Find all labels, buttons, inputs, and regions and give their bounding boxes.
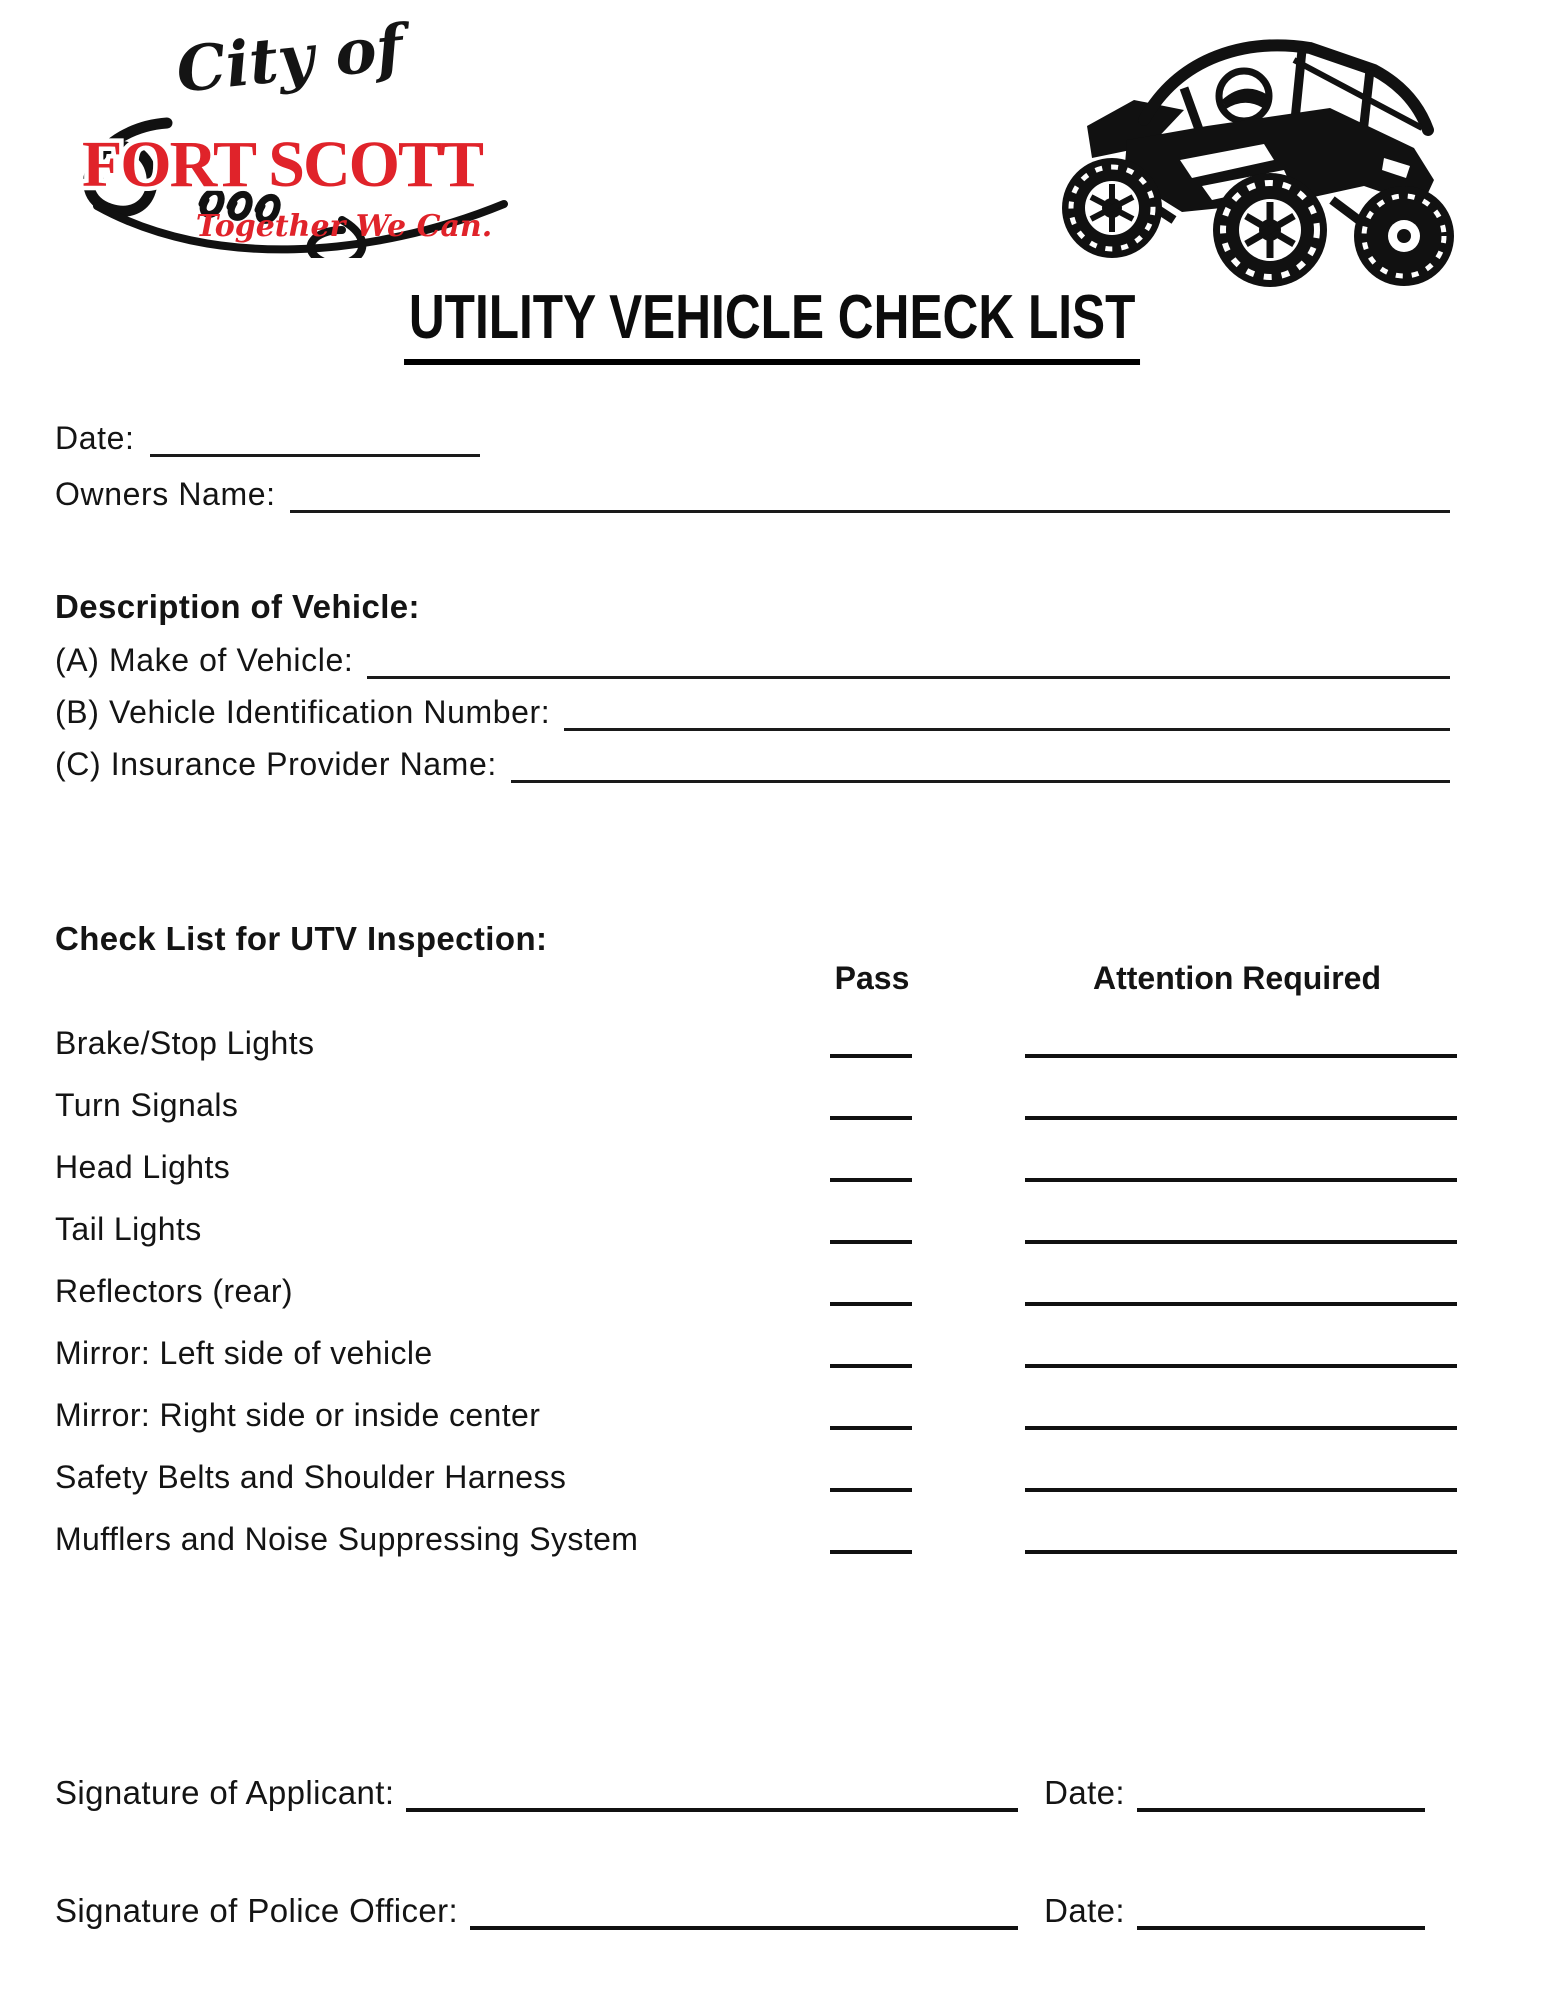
attention-required-column-header: Attention Required <box>1093 960 1381 996</box>
utv-front-wheel <box>1354 186 1454 286</box>
attention-blank-line <box>1025 1178 1457 1182</box>
checklist-row <box>55 1132 1450 1194</box>
make-of-vehicle-label: (A) Make of Vehicle: <box>55 642 354 679</box>
logo-script-text: City of <box>172 10 407 107</box>
checklist-item-label: Safety Belts and Shoulder Harness <box>55 1459 567 1495</box>
date-label: Date: <box>55 420 135 457</box>
fort-scott-logo <box>42 8 512 258</box>
checklist-item-label: Mirror: Left side of vehicle <box>55 1335 433 1371</box>
attention-blank-line <box>1025 1116 1457 1120</box>
attention-blank-line <box>1025 1302 1457 1306</box>
vin-row <box>55 688 1450 731</box>
pass-blank-line <box>830 1550 912 1554</box>
page-title: UTILITY VEHICLE CHECK LIST <box>404 282 1140 365</box>
pass-blank-line <box>830 1054 912 1058</box>
owners-name-blank-line <box>290 470 1450 513</box>
checklist-item-label: Tail Lights <box>55 1211 202 1247</box>
checklist-row <box>55 1380 1450 1442</box>
logo-name-text: FORT SCOTT <box>81 128 483 201</box>
checklist-row <box>55 1256 1450 1318</box>
applicant-date-blank-line <box>1137 1766 1425 1812</box>
officer-signature-label: Signature of Police Officer: <box>55 1892 459 1930</box>
title-wrap <box>0 282 1545 365</box>
checklist-item-label: Head Lights <box>55 1149 231 1185</box>
attention-blank-line <box>1025 1240 1457 1244</box>
utv-rear-wheel <box>1062 158 1162 258</box>
vin-label: (B) Vehicle Identification Number: <box>55 694 551 731</box>
attention-blank-line <box>1025 1054 1457 1058</box>
date-blank-line <box>150 414 480 457</box>
make-of-vehicle-row <box>55 636 1450 679</box>
pass-blank-line <box>830 1426 912 1430</box>
utv-middle-wheel <box>1213 173 1327 287</box>
checklist-item-label: Mirror: Right side or inside center <box>55 1397 541 1433</box>
checklist-row <box>55 1194 1450 1256</box>
applicant-signature-label: Signature of Applicant: <box>55 1774 395 1812</box>
checklist-rows <box>55 1008 1450 1566</box>
checklist-row <box>55 1070 1450 1132</box>
owners-name-label: Owners Name: <box>55 476 276 513</box>
attention-blank-line <box>1025 1550 1457 1554</box>
checklist-column-headers <box>55 960 1450 1000</box>
attention-blank-line <box>1025 1488 1457 1492</box>
checklist-section-heading: Check List for UTV Inspection: <box>55 920 548 957</box>
officer-signature-row <box>55 1884 1425 1930</box>
applicant-signature-blank-line <box>406 1766 1018 1812</box>
checklist-item-label: Turn Signals <box>55 1087 239 1123</box>
pass-column-header: Pass <box>834 960 910 996</box>
pass-blank-line <box>830 1240 912 1244</box>
pass-blank-line <box>830 1302 912 1306</box>
utv-icon <box>1032 8 1462 298</box>
insurance-provider-label: (C) Insurance Provider Name: <box>55 746 497 783</box>
attention-blank-line <box>1025 1426 1457 1430</box>
insurance-provider-blank-line <box>511 740 1450 783</box>
checklist-row <box>55 1008 1450 1070</box>
make-of-vehicle-blank-line <box>367 636 1450 679</box>
checklist-item-label: Mufflers and Noise Suppressing System <box>55 1521 639 1557</box>
checklist-row <box>55 1318 1450 1380</box>
officer-signature-blank-line <box>470 1884 1018 1930</box>
applicant-date-label: Date: <box>1044 1774 1125 1812</box>
pass-blank-line <box>830 1178 912 1182</box>
owners-name-field-row <box>55 470 1450 513</box>
pass-blank-line <box>830 1116 912 1120</box>
checklist-item-label: Brake/Stop Lights <box>55 1025 315 1061</box>
officer-date-label: Date: <box>1044 1892 1125 1930</box>
pass-blank-line <box>830 1488 912 1492</box>
vin-blank-line <box>564 688 1450 731</box>
pass-blank-line <box>830 1364 912 1368</box>
checklist-row <box>55 1442 1450 1504</box>
description-section-heading: Description of Vehicle: <box>55 588 420 625</box>
insurance-provider-row <box>55 740 1450 783</box>
officer-date-blank-line <box>1137 1884 1425 1930</box>
applicant-signature-row <box>55 1766 1425 1812</box>
checklist-row <box>55 1504 1450 1566</box>
checklist-item-label: Reflectors (rear) <box>55 1273 293 1309</box>
date-field-row <box>55 414 1450 457</box>
logo-tagline-text: Together We Can. <box>195 209 493 244</box>
attention-blank-line <box>1025 1364 1457 1368</box>
